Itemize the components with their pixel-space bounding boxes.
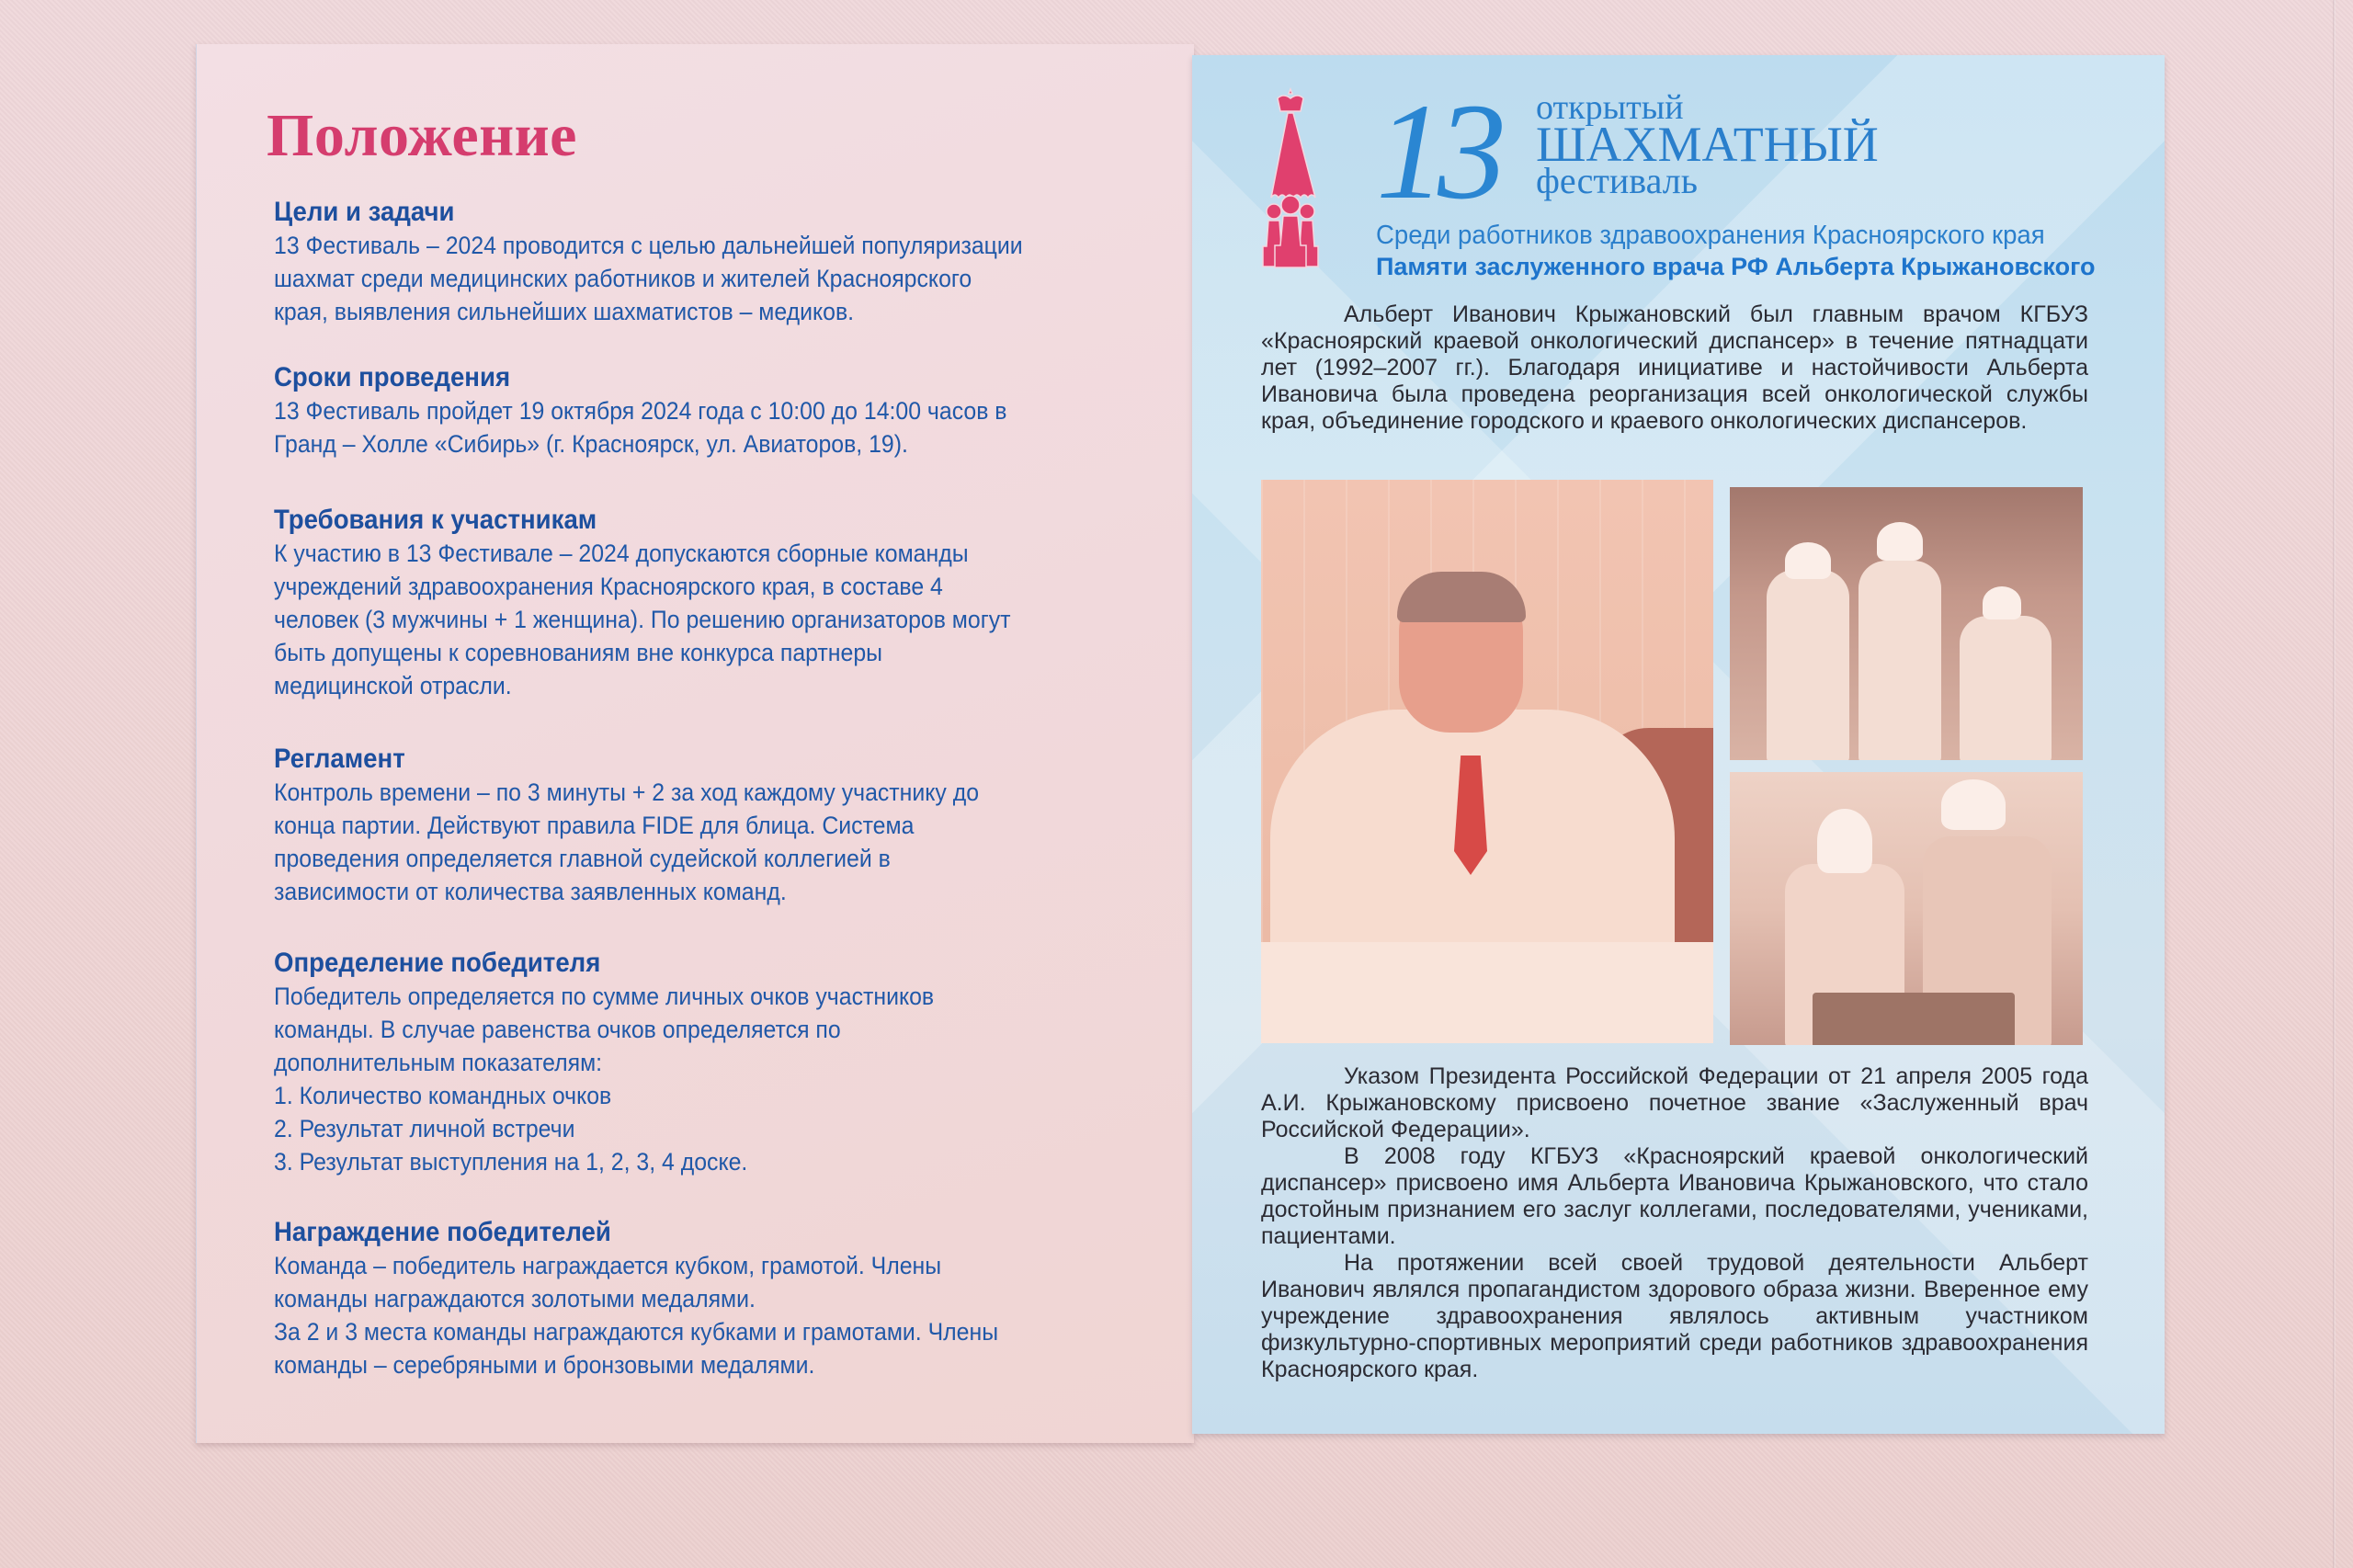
section-line: Победитель определяется по сумме личных очков участников bbox=[274, 983, 935, 1010]
section-line: конца партии. Действуют правила FIDE для блица. Система bbox=[274, 812, 915, 839]
biography-achievements bbox=[1261, 1063, 2088, 1383]
portrait-photo bbox=[1261, 480, 1713, 1043]
section-line: 13 Фестиваль пройдет 19 октября 2024 года с 10:00 до 14:00 часов в bbox=[274, 397, 1007, 425]
section-line: медицинской отрасли. bbox=[274, 672, 512, 699]
surgery-photo bbox=[1730, 772, 2083, 1045]
section-line: края, выявления сильнейших шахматистов – медиков. bbox=[274, 298, 855, 325]
photo-figure bbox=[1859, 561, 1941, 760]
section-heading: Определение победителя bbox=[274, 948, 601, 978]
section-line: 13 Фестиваль – 2024 проводится с целью дальнейшей популяризации bbox=[274, 232, 1023, 259]
section-dates bbox=[274, 361, 1193, 460]
section-line: человек (3 мужчины + 1 женщина). По решению организаторов могут bbox=[274, 606, 1011, 633]
section-regulations bbox=[274, 743, 1193, 908]
page-title: Положение bbox=[267, 102, 577, 169]
photo-figure bbox=[1960, 616, 2052, 760]
section-awards bbox=[274, 1216, 1193, 1381]
section-line: команды – серебряными и бронзовыми медалями. bbox=[274, 1351, 815, 1379]
section-line: дополнительным показателям: bbox=[274, 1049, 603, 1076]
left-page bbox=[196, 44, 1194, 1443]
section-line: зависимости от количества заявленных команд. bbox=[274, 878, 787, 905]
festival-memorial-line: Памяти заслуженного врача РФ Альберта Крыжановского bbox=[1376, 253, 2096, 280]
photo-cap bbox=[1817, 809, 1872, 873]
photo-figure bbox=[1767, 570, 1849, 760]
photo-desk bbox=[1261, 942, 1713, 1043]
bio-paragraph: Указом Президента Российской Федерации от 21 апреля 2005 года А.И. Крыжановскому присвоено почетное звание «Заслуженный врач Российской Федерации». bbox=[1261, 1063, 2088, 1142]
festival-title-word: ШАХМАТНЫЙ bbox=[1536, 117, 1879, 172]
tiebreak-list bbox=[274, 1079, 1193, 1178]
festival-title bbox=[1536, 88, 1879, 201]
section-line: За 2 и 3 места команды награждаются кубками и грамотами. Члены bbox=[274, 1318, 999, 1346]
section-line: команды. В случае равенства очков определяется по bbox=[274, 1016, 841, 1043]
bio-paragraph: В 2008 году КГБУЗ «Красноярский краевой онкологический диспансер» присвоено имя Альберта Ивановича Крыжановского, что стало достойным признанием его заслуг коллегами, последователями, учениками, пациентами. bbox=[1261, 1143, 2088, 1249]
section-line: Контроль времени – по 3 минуты + 2 за ход каждому участнику до bbox=[274, 778, 980, 806]
section-line: учреждений здравоохранения Красноярского края, в составе 4 bbox=[274, 573, 943, 600]
section-heading: Регламент bbox=[274, 744, 405, 774]
ward-round-photo bbox=[1730, 487, 2083, 760]
bio-paragraph: На протяжении всей своей трудовой деятельности Альберт Иванович являлся пропагандистом здорового образа жизни. Вверенное ему учреждение здравоохранения являлось активным участником физкультурно-спортивных мероприятий среди работников здравоохранения Красноярского края. bbox=[1261, 1250, 2088, 1382]
section-heading: Награждение победителей bbox=[274, 1217, 611, 1247]
section-line: проведения определяется главной судейской коллегией в bbox=[274, 845, 891, 872]
section-heading: Сроки проведения bbox=[274, 362, 511, 392]
section-line: К участию в 13 Фестивале – 2024 допускаются сборные команды bbox=[274, 540, 969, 567]
photo-hair bbox=[1397, 572, 1526, 622]
section-line: шахмат среди медицинских работников и жителей Красноярского bbox=[274, 265, 972, 292]
chess-king-pawns-logo-icon bbox=[1261, 87, 1320, 271]
section-winner bbox=[274, 947, 1193, 1178]
section-goals bbox=[274, 196, 1193, 328]
section-line: быть допущены к соревнованиям вне конкурса партнеры bbox=[274, 639, 882, 666]
tablecloth-fold bbox=[2333, 0, 2336, 1568]
photo-cap bbox=[1877, 522, 1923, 561]
biography-intro bbox=[1261, 301, 2088, 435]
list-item: 2. Результат личной встречи bbox=[274, 1115, 575, 1142]
section-requirements bbox=[274, 504, 1193, 702]
photo-cap bbox=[1785, 542, 1831, 579]
photo-cap bbox=[1983, 586, 2021, 619]
photo-cap bbox=[1941, 779, 2006, 830]
festival-subtitle: Среди работников здравоохранения Красноярского края bbox=[1376, 221, 2045, 250]
section-line: Команда – победитель награждается кубком, грамотой. Члены bbox=[274, 1252, 942, 1279]
section-heading: Требования к участникам bbox=[274, 505, 597, 535]
festival-number: 13 bbox=[1376, 75, 1499, 228]
photo-operating-table bbox=[1813, 993, 2015, 1045]
festival-title-word: открытый bbox=[1536, 88, 1684, 127]
section-heading: Цели и задачи bbox=[274, 197, 455, 227]
section-line: Гранд – Холле «Сибирь» (г. Красноярск, ул. Авиаторов, 19). bbox=[274, 430, 908, 458]
festival-title-word: фестиваль bbox=[1536, 160, 1698, 201]
list-item: 3. Результат выступления на 1, 2, 3, 4 доске. bbox=[274, 1148, 748, 1176]
list-item: 1. Количество командных очков bbox=[274, 1082, 612, 1109]
section-line: команды награждаются золотыми медалями. bbox=[274, 1285, 756, 1312]
bio-paragraph: Альберт Иванович Крыжановский был главным врачом КГБУЗ «Красноярский краевой онкологический диспансер» в течение пятнадцати лет (1992–2007 гг.). Благодаря инициативе и настойчивости Альберта Ивановича была проведена реорганизация всей онкологической службы края, объединение городского и краевого онкологических диспансеров. bbox=[1261, 301, 2088, 434]
right-page bbox=[1192, 55, 2165, 1434]
